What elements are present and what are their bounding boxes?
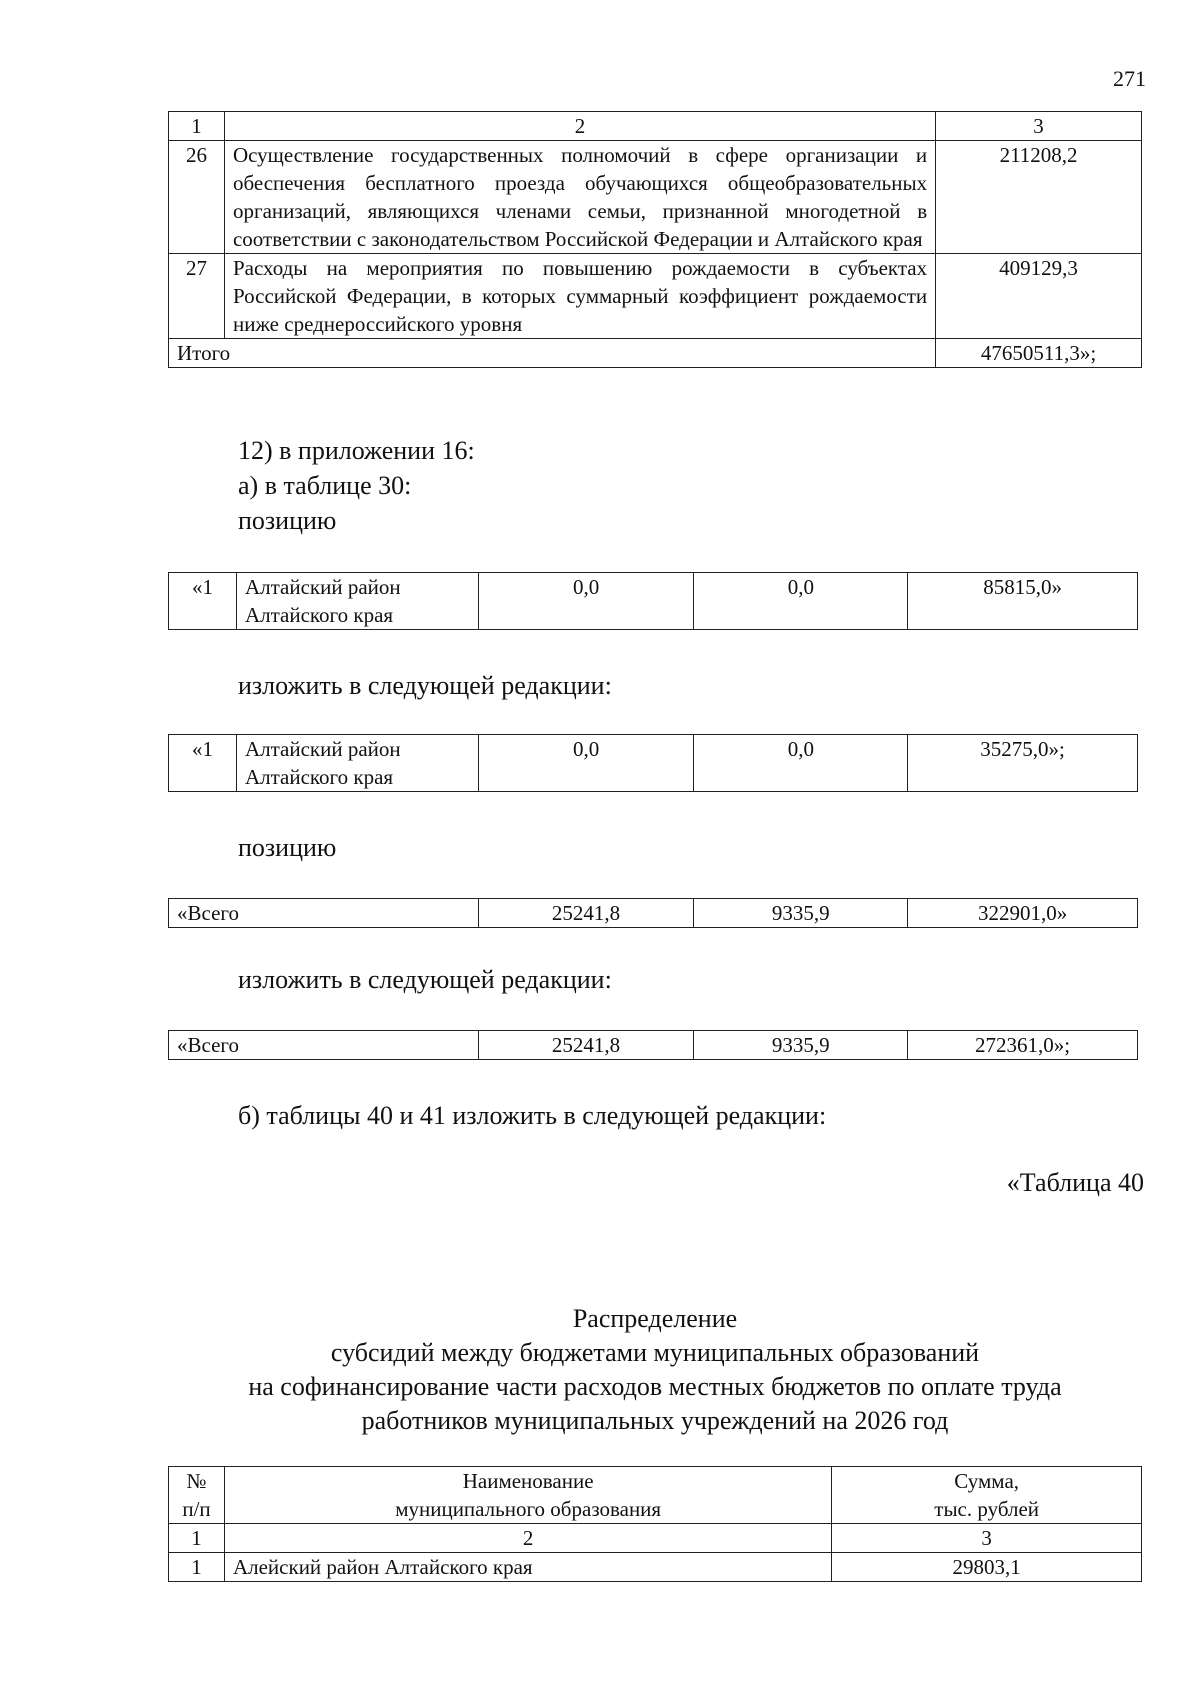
total-value-3: 322901,0» — [908, 899, 1138, 928]
table-header — [169, 1467, 1142, 1524]
row-value-3: 85815,0» — [908, 573, 1138, 630]
table-header-numbers — [169, 112, 1142, 141]
table-header-numbers — [169, 1524, 1142, 1553]
row-name: Алтайский район Алтайского края — [236, 735, 478, 792]
position-new-table — [168, 734, 1138, 792]
table-label: «Таблица 40 — [1006, 1168, 1144, 1197]
total-new-table — [168, 1030, 1138, 1060]
total-old-table — [168, 898, 1138, 928]
page-number: 271 — [1113, 66, 1146, 91]
total-label: «Всего — [169, 1031, 479, 1060]
row-value-1: 0,0 — [478, 735, 694, 792]
row-name: Алейский район Алтайского края — [224, 1553, 831, 1582]
table-row — [169, 735, 1138, 792]
row-number: 1 — [169, 1553, 225, 1582]
row-name: Алтайский район Алтайского края — [236, 573, 478, 630]
table-row — [169, 141, 1142, 254]
row-value-2: 0,0 — [694, 735, 908, 792]
row-description: Осуществление государственных полномочий в сфере организации и обеспечения бесплатного проезда обучающихся общеобразовательных организаций, являющихся членами семьи, признанной многодетной в соответствии с законодательством Российской Федерации и Алтайского края — [224, 141, 935, 254]
paragraph-b: б) таблицы 40 и 41 изложить в следующей редакции: — [238, 1101, 827, 1130]
appropriations-table-continued — [168, 111, 1142, 368]
total-value-1: 25241,8 — [478, 899, 694, 928]
header-cell: 2 — [224, 112, 935, 141]
header-name: Наименование муниципального образования — [224, 1467, 831, 1524]
paragraph-position: позицию — [238, 506, 337, 535]
row-value: 409129,3 — [936, 254, 1142, 339]
row-number: 27 — [169, 254, 225, 339]
table-row — [169, 573, 1138, 630]
paragraph-12: 12) в приложении 16: — [238, 436, 475, 465]
header-cell: 1 — [169, 112, 225, 141]
table-heading — [168, 1302, 1142, 1438]
table-total-row — [169, 339, 1142, 368]
position-old-table — [168, 572, 1138, 630]
total-label: Итого — [169, 339, 936, 368]
paragraph-edit: изложить в следующей редакции: — [238, 671, 612, 700]
total-label: «Всего — [169, 899, 479, 928]
total-value-2: 9335,9 — [694, 1031, 908, 1060]
row-number: «1 — [169, 573, 237, 630]
total-value-2: 9335,9 — [694, 899, 908, 928]
table-row — [169, 1553, 1142, 1582]
header-cell: 3 — [936, 112, 1142, 141]
row-number: «1 — [169, 735, 237, 792]
total-value-1: 25241,8 — [478, 1031, 694, 1060]
row-value-3: 35275,0»; — [908, 735, 1138, 792]
heading-line: работников муниципальных учреждений на 2026 год — [361, 1406, 949, 1435]
total-value: 47650511,3»; — [936, 339, 1142, 368]
header-cell: 2 — [224, 1524, 831, 1553]
heading-line: субсидий между бюджетами муниципальных образований — [330, 1338, 980, 1367]
row-number: 26 — [169, 141, 225, 254]
row-value-1: 0,0 — [478, 573, 694, 630]
paragraph-edit: изложить в следующей редакции: — [238, 965, 612, 994]
total-value-3: 272361,0»; — [908, 1031, 1138, 1060]
row-value: 29803,1 — [832, 1553, 1142, 1582]
paragraph-a: а) в таблице 30: — [238, 471, 412, 500]
table-row — [169, 1031, 1138, 1060]
table-row — [169, 899, 1138, 928]
paragraph-position: позицию — [238, 833, 337, 862]
heading-line: на софинансирование части расходов местных бюджетов по оплате труда — [248, 1372, 1062, 1401]
row-value-2: 0,0 — [694, 573, 908, 630]
header-number: № п/п — [169, 1467, 225, 1524]
table-40 — [168, 1466, 1142, 1582]
row-value: 211208,2 — [936, 141, 1142, 254]
header-cell: 1 — [169, 1524, 225, 1553]
header-sum: Сумма, тыс. рублей — [832, 1467, 1142, 1524]
table-row — [169, 254, 1142, 339]
header-cell: 3 — [832, 1524, 1142, 1553]
heading-line: Распределение — [572, 1304, 738, 1333]
row-description: Расходы на мероприятия по повышению рождаемости в субъектах Российской Федерации, в которых суммарный коэффициент рождаемости ниже среднероссийского уровня — [224, 254, 935, 339]
